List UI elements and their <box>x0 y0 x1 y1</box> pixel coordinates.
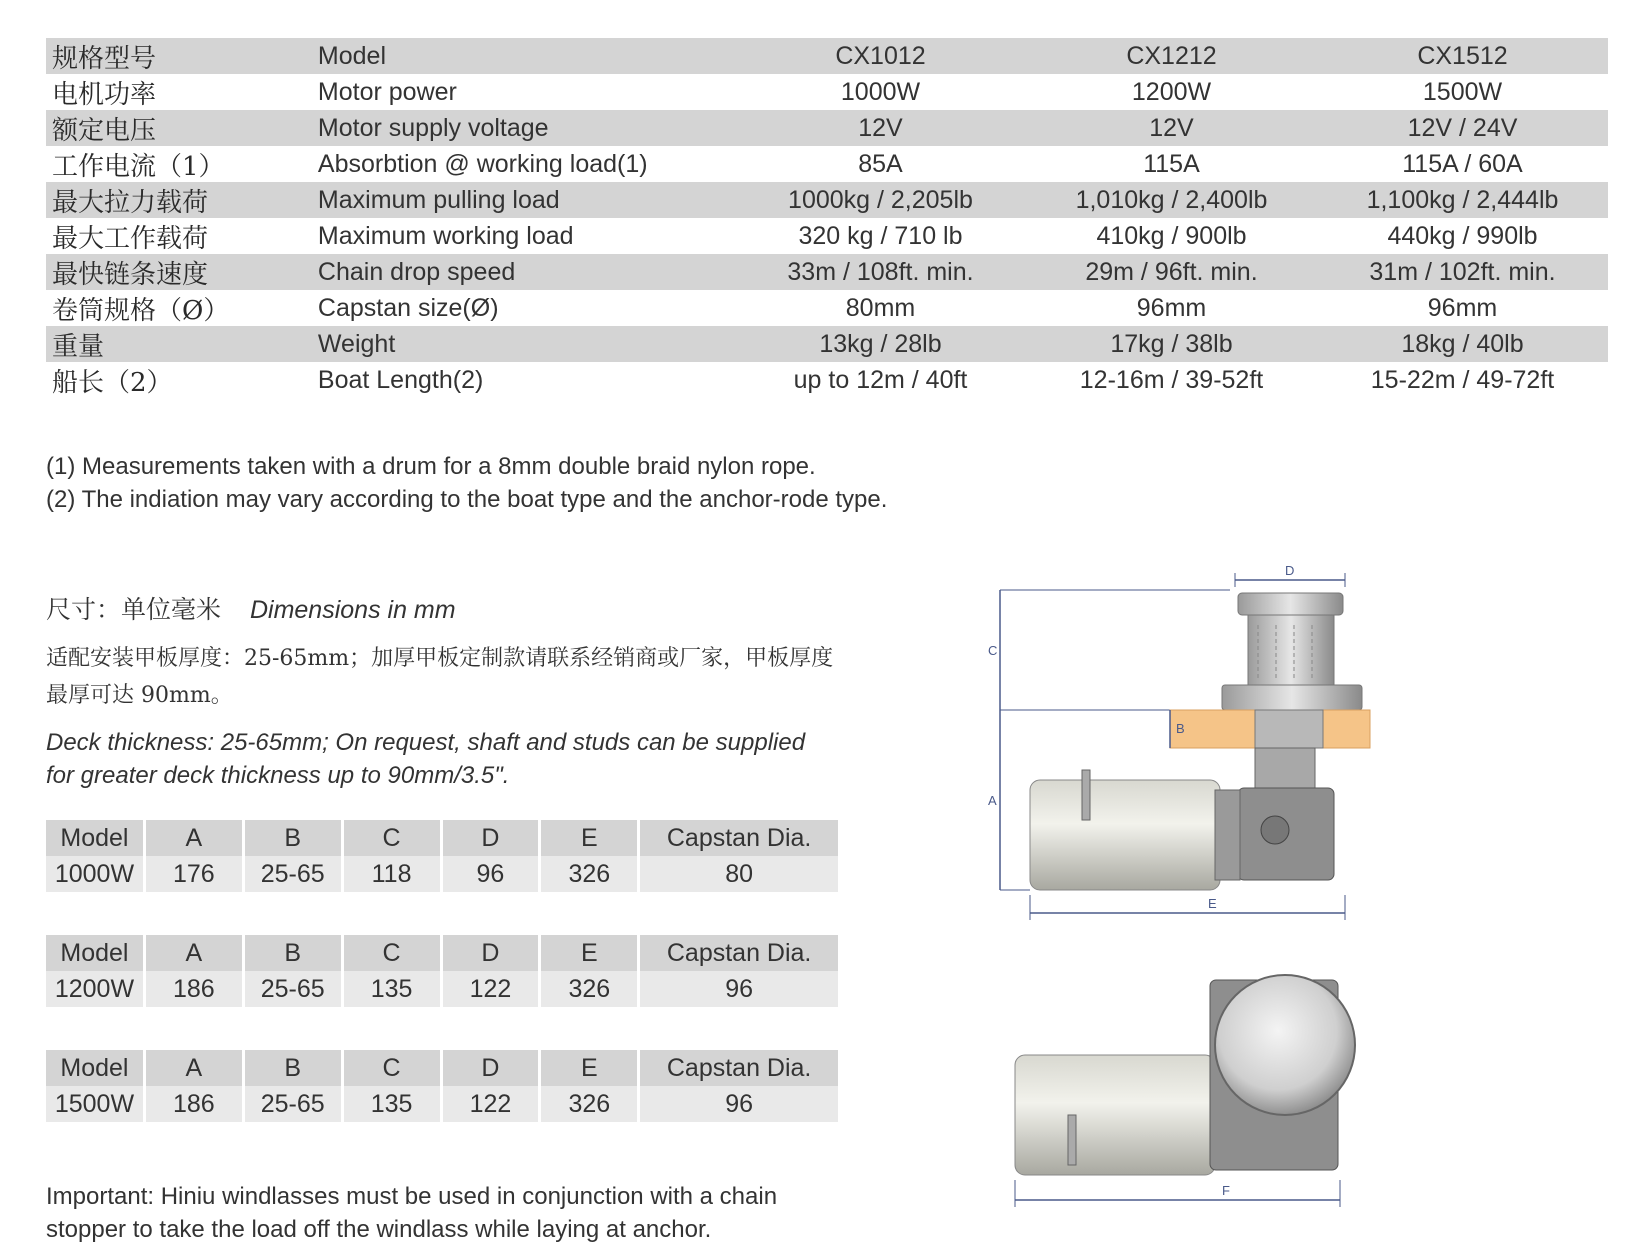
header-cell: B <box>245 820 341 856</box>
motor <box>1030 780 1220 890</box>
table-cell: 25-65 <box>245 1086 341 1122</box>
spec-cn-label: 电机功率 <box>52 79 157 110</box>
header-cell: D <box>443 820 539 856</box>
header-cell: E <box>541 820 637 856</box>
deck-shaft <box>1255 710 1323 748</box>
spec-row-max-working-load <box>46 218 1608 254</box>
spec-row-boat-length <box>46 362 1608 398</box>
dimension-table-1200w <box>46 935 838 1007</box>
lower-shaft <box>1255 748 1315 788</box>
spec-value-cx1212: 12V <box>1149 113 1194 142</box>
spec-value-cx1012: 33m / 108ft. min. <box>787 257 974 286</box>
important-note-line-1: Important: Hiniu windlasses must be used in conjunction with a chain <box>46 1183 778 1210</box>
spec-row-max-pulling-load <box>46 182 1608 218</box>
spec-value-cx1212: 96mm <box>1136 293 1207 322</box>
spec-en-label: Absorbtion @ working load(1) <box>317 149 648 178</box>
dimension-table-header <box>46 820 838 856</box>
spec-en-label: Capstan size(Ø) <box>317 293 499 322</box>
header-cell: Capstan Dia. <box>640 935 838 971</box>
spec-row-motor-power <box>46 74 1608 110</box>
spec-cn-label: 船长（2） <box>52 367 173 398</box>
top-view <box>1015 975 1355 1207</box>
spec-value-cx1512: 18kg / 40lb <box>1401 329 1524 358</box>
deck-thickness-en-line-1: Deck thickness: 25-65mm; On request, shaft and studs can be supplied <box>46 729 806 756</box>
header-cell: Capstan Dia. <box>640 820 838 856</box>
spec-cn-label: 额定电压 <box>52 115 157 146</box>
header-cell: C <box>344 935 440 971</box>
spec-row-absorption <box>46 146 1608 182</box>
table-cell: 1500W <box>46 1086 143 1122</box>
spec-row-model <box>46 38 1608 74</box>
spec-value-cx1212: 1,010kg / 2,400lb <box>1075 185 1268 214</box>
header-cell: D <box>443 935 539 971</box>
table-cell: 186 <box>146 971 242 1007</box>
spec-value-cx1512: 1,100kg / 2,444lb <box>1366 185 1559 214</box>
spec-row-weight <box>46 326 1608 362</box>
spec-row-voltage <box>46 110 1608 146</box>
dimension-table-header <box>46 935 838 971</box>
header-cell: A <box>146 935 242 971</box>
spec-value-cx1212: 17kg / 38lb <box>1110 329 1233 358</box>
spec-value-cx1212: 1200W <box>1131 77 1212 106</box>
spec-cn-label: 卷筒规格（Ø） <box>52 295 230 326</box>
spec-value-cx1512: CX1512 <box>1417 41 1508 70</box>
dimension-table-header <box>46 1050 838 1086</box>
spec-value-cx1512: 96mm <box>1427 293 1498 322</box>
dimensions-title-cn: 尺寸：单位毫米 <box>46 595 222 624</box>
header-cell: B <box>245 935 341 971</box>
table-cell: 135 <box>344 971 440 1007</box>
capstan-drum <box>1248 615 1334 685</box>
footnote-2: (2) The indiation may vary according to the boat type and the anchor-rode type. <box>46 486 888 513</box>
spec-value-cx1512: 12V / 24V <box>1407 113 1518 142</box>
spec-row-chain-speed <box>46 254 1608 290</box>
header-cell: E <box>541 935 637 971</box>
footnote-1: (1) Measurements taken with a drum for a 8mm double braid nylon rope. <box>46 453 816 480</box>
table-cell: 96 <box>443 856 539 892</box>
table-cell: 135 <box>344 1086 440 1122</box>
windlass-drawing <box>988 563 1460 1245</box>
table-cell: 186 <box>146 1086 242 1122</box>
gearbox-bolt <box>1261 816 1289 844</box>
deck-thickness-cn: 适配安装甲板厚度：25-65mm；加厚甲板定制款请联系经销商或厂家，甲板厚度最厚可达 90mm。 <box>46 646 834 708</box>
dimensions-title <box>46 590 456 626</box>
header-cell: E <box>541 1050 637 1086</box>
spec-value-cx1212: 29m / 96ft. min. <box>1085 257 1258 286</box>
deck-thickness-en-line-2: for greater deck thickness up to 90mm/3.5". <box>46 762 510 789</box>
base-plate <box>1222 685 1362 710</box>
deck-thickness-en <box>46 726 846 792</box>
capstan-lid <box>1215 975 1355 1115</box>
spec-value-cx1012: 80mm <box>845 293 916 322</box>
spec-value-cx1512: 440kg / 990lb <box>1387 221 1538 250</box>
spec-cn-label: 重量 <box>52 331 105 362</box>
table-cell: 1000W <box>46 856 143 892</box>
header-cell: Model <box>46 820 143 856</box>
header-cell: B <box>245 1050 341 1086</box>
spec-value-cx1512: 115A / 60A <box>1402 149 1523 178</box>
spec-cn-label: 工作电流（1） <box>52 151 225 182</box>
spec-value-cx1012: 13kg / 28lb <box>819 329 942 358</box>
label-f: F <box>1222 1183 1230 1198</box>
dimension-table-row <box>46 856 838 892</box>
spec-en-label: Motor power <box>317 77 457 106</box>
spec-en-label: Chain drop speed <box>317 257 516 286</box>
spec-en-label: Weight <box>317 329 396 358</box>
table-cell: 122 <box>443 1086 539 1122</box>
motor-terminal-top <box>1068 1115 1076 1165</box>
table-cell: 96 <box>640 971 838 1007</box>
header-cell: Model <box>46 1050 143 1086</box>
table-cell: 122 <box>443 971 539 1007</box>
table-cell: 1200W <box>46 971 143 1007</box>
header-cell: C <box>344 820 440 856</box>
header-cell: Model <box>46 935 143 971</box>
label-b: B <box>1176 721 1185 736</box>
spec-en-label: Model <box>317 41 386 70</box>
label-d: D <box>1285 563 1295 578</box>
table-cell: 176 <box>146 856 242 892</box>
spec-value-cx1012: 1000W <box>840 77 921 106</box>
spec-cn-label: 最快链条速度 <box>52 259 209 290</box>
label-c: C <box>988 643 998 658</box>
spec-value-cx1212: 12-16m / 39-52ft <box>1079 365 1264 394</box>
dimension-table-1000w <box>46 820 838 892</box>
spec-value-cx1212: 410kg / 900lb <box>1096 221 1247 250</box>
dimension-table-row <box>46 971 838 1007</box>
dimension-table-1500w <box>46 1050 838 1122</box>
dimension-table-row <box>46 1086 838 1122</box>
spec-value-cx1012: 85A <box>858 149 903 178</box>
side-view <box>988 563 1370 920</box>
spec-value-cx1012: 1000kg / 2,205lb <box>788 185 973 214</box>
spec-en-label: Motor supply voltage <box>317 113 549 142</box>
spec-value-cx1512: 15-22m / 49-72ft <box>1370 365 1555 394</box>
label-a: A <box>988 793 997 808</box>
motor-top <box>1015 1055 1215 1175</box>
table-cell: 326 <box>541 856 637 892</box>
spec-cn-label: 最大工作载荷 <box>52 223 209 254</box>
header-cell: Capstan Dia. <box>640 1050 838 1086</box>
spec-value-cx1512: 1500W <box>1422 77 1503 106</box>
spec-value-cx1012: up to 12m / 40ft <box>793 365 968 394</box>
spec-value-cx1212: CX1212 <box>1126 41 1217 70</box>
header-cell: A <box>146 820 242 856</box>
header-cell: A <box>146 1050 242 1086</box>
table-cell: 118 <box>344 856 440 892</box>
spec-value-cx1012: CX1012 <box>835 41 926 70</box>
important-note-line-2: stopper to take the load off the windlass while laying at anchor. <box>46 1216 712 1243</box>
spec-en-label: Boat Length(2) <box>317 365 484 394</box>
spec-value-cx1012: 12V <box>858 113 903 142</box>
motor-flange <box>1215 790 1240 880</box>
capstan-cap <box>1238 593 1343 615</box>
spec-value-cx1512: 31m / 102ft. min. <box>1369 257 1556 286</box>
spec-cn-label: 规格型号 <box>52 43 157 74</box>
spec-value-cx1212: 115A <box>1143 149 1200 178</box>
header-cell: D <box>443 1050 539 1086</box>
table-cell: 25-65 <box>245 856 341 892</box>
spec-value-cx1012: 320 kg / 710 lb <box>798 221 963 250</box>
label-e: E <box>1208 896 1217 911</box>
table-cell: 96 <box>640 1086 838 1122</box>
spec-table <box>46 38 1608 398</box>
motor-terminal <box>1082 770 1090 820</box>
dimensions-title-en: Dimensions in mm <box>249 596 456 624</box>
header-cell: C <box>344 1050 440 1086</box>
table-cell: 326 <box>541 1086 637 1122</box>
spec-cn-label: 最大拉力载荷 <box>52 187 209 218</box>
important-note <box>46 1180 846 1246</box>
table-cell: 326 <box>541 971 637 1007</box>
table-cell: 25-65 <box>245 971 341 1007</box>
table-cell: 80 <box>640 856 838 892</box>
footnotes <box>46 450 887 516</box>
spec-row-capstan-size <box>46 290 1608 326</box>
spec-en-label: Maximum pulling load <box>317 185 560 214</box>
spec-en-label: Maximum working load <box>317 221 574 250</box>
